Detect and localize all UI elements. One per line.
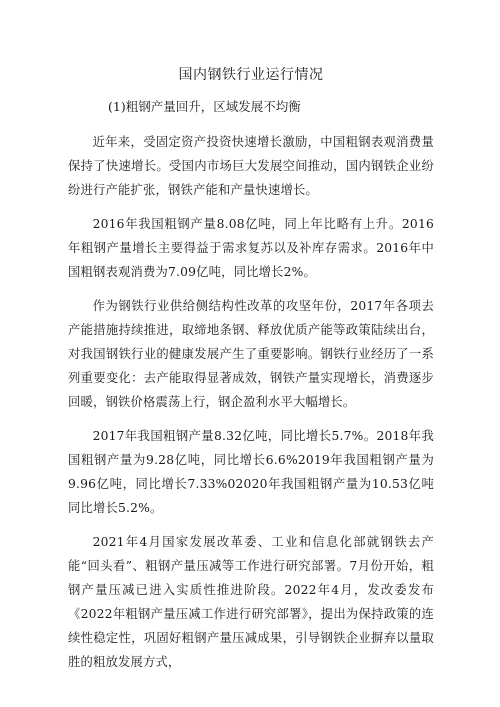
paragraph-3: 作为钢铁行业供给侧结构性改革的攻坚年份，2017年各项去产能措施持续推进，取缔地条钢、释放优质产能等政策陆续出台，对我国钢铁行业的健康发展产生了重要影响。钢铁行业经历了一系列重要变化：去产能取得显著成效，钢铁产量实现增长，消费逐步回暖，钢铁价格震荡上行，钢企盈利水平大幅增长。 xyxy=(68,299,434,409)
paragraph-2: 2016年我国粗钢产量8.08亿吨，同上年比略有上升。2016年粗钢产量增长主要得益于需求复苏以及补库存需求。2016年中国粗钢表观消费为7.09亿吨，同比增长2%。 xyxy=(68,217,434,279)
section-heading: (1)粗钢产量回升，区域发展不均衡 xyxy=(108,99,301,114)
paragraph-5: 2021年4月国家发展改革委、工业和信息化部就钢铁去产能“回头看”、粗钢产量压减等工作进行研究部署。7月份开始，粗钢产量压减已进入实质性推进阶段。2022年4月，发改委发布《2022年粗钢产量压减工作进行研究部署》，提出为保持政策的连续性稳定性，巩固好粗钢产量压减成果，引导钢铁企业摒弃以量取胜的粗放发展方式， xyxy=(68,535,434,669)
paragraph-4: 2017年我国粗钢产量8.32亿吨，同比增长5.7%。2018年我国粗钢产量为9.28亿吨，同比增长6.6%2019年我国粗钢产量为9.96亿吨，同比增长7.33%02020年我国粗钢产量为10.53亿吨同比增长5.2%。 xyxy=(68,429,434,515)
document-title: 国内钢铁行业运行情况 xyxy=(178,67,324,83)
paragraph-1: 近年来，受固定资产投资快速增长激励，中国粗钢表观消费量保持了快速增长。受国内市场巨大发展空间推动，国内钢铁企业纷纷进行产能扩张，钢铁产能和产量快速增长。 xyxy=(68,135,434,197)
